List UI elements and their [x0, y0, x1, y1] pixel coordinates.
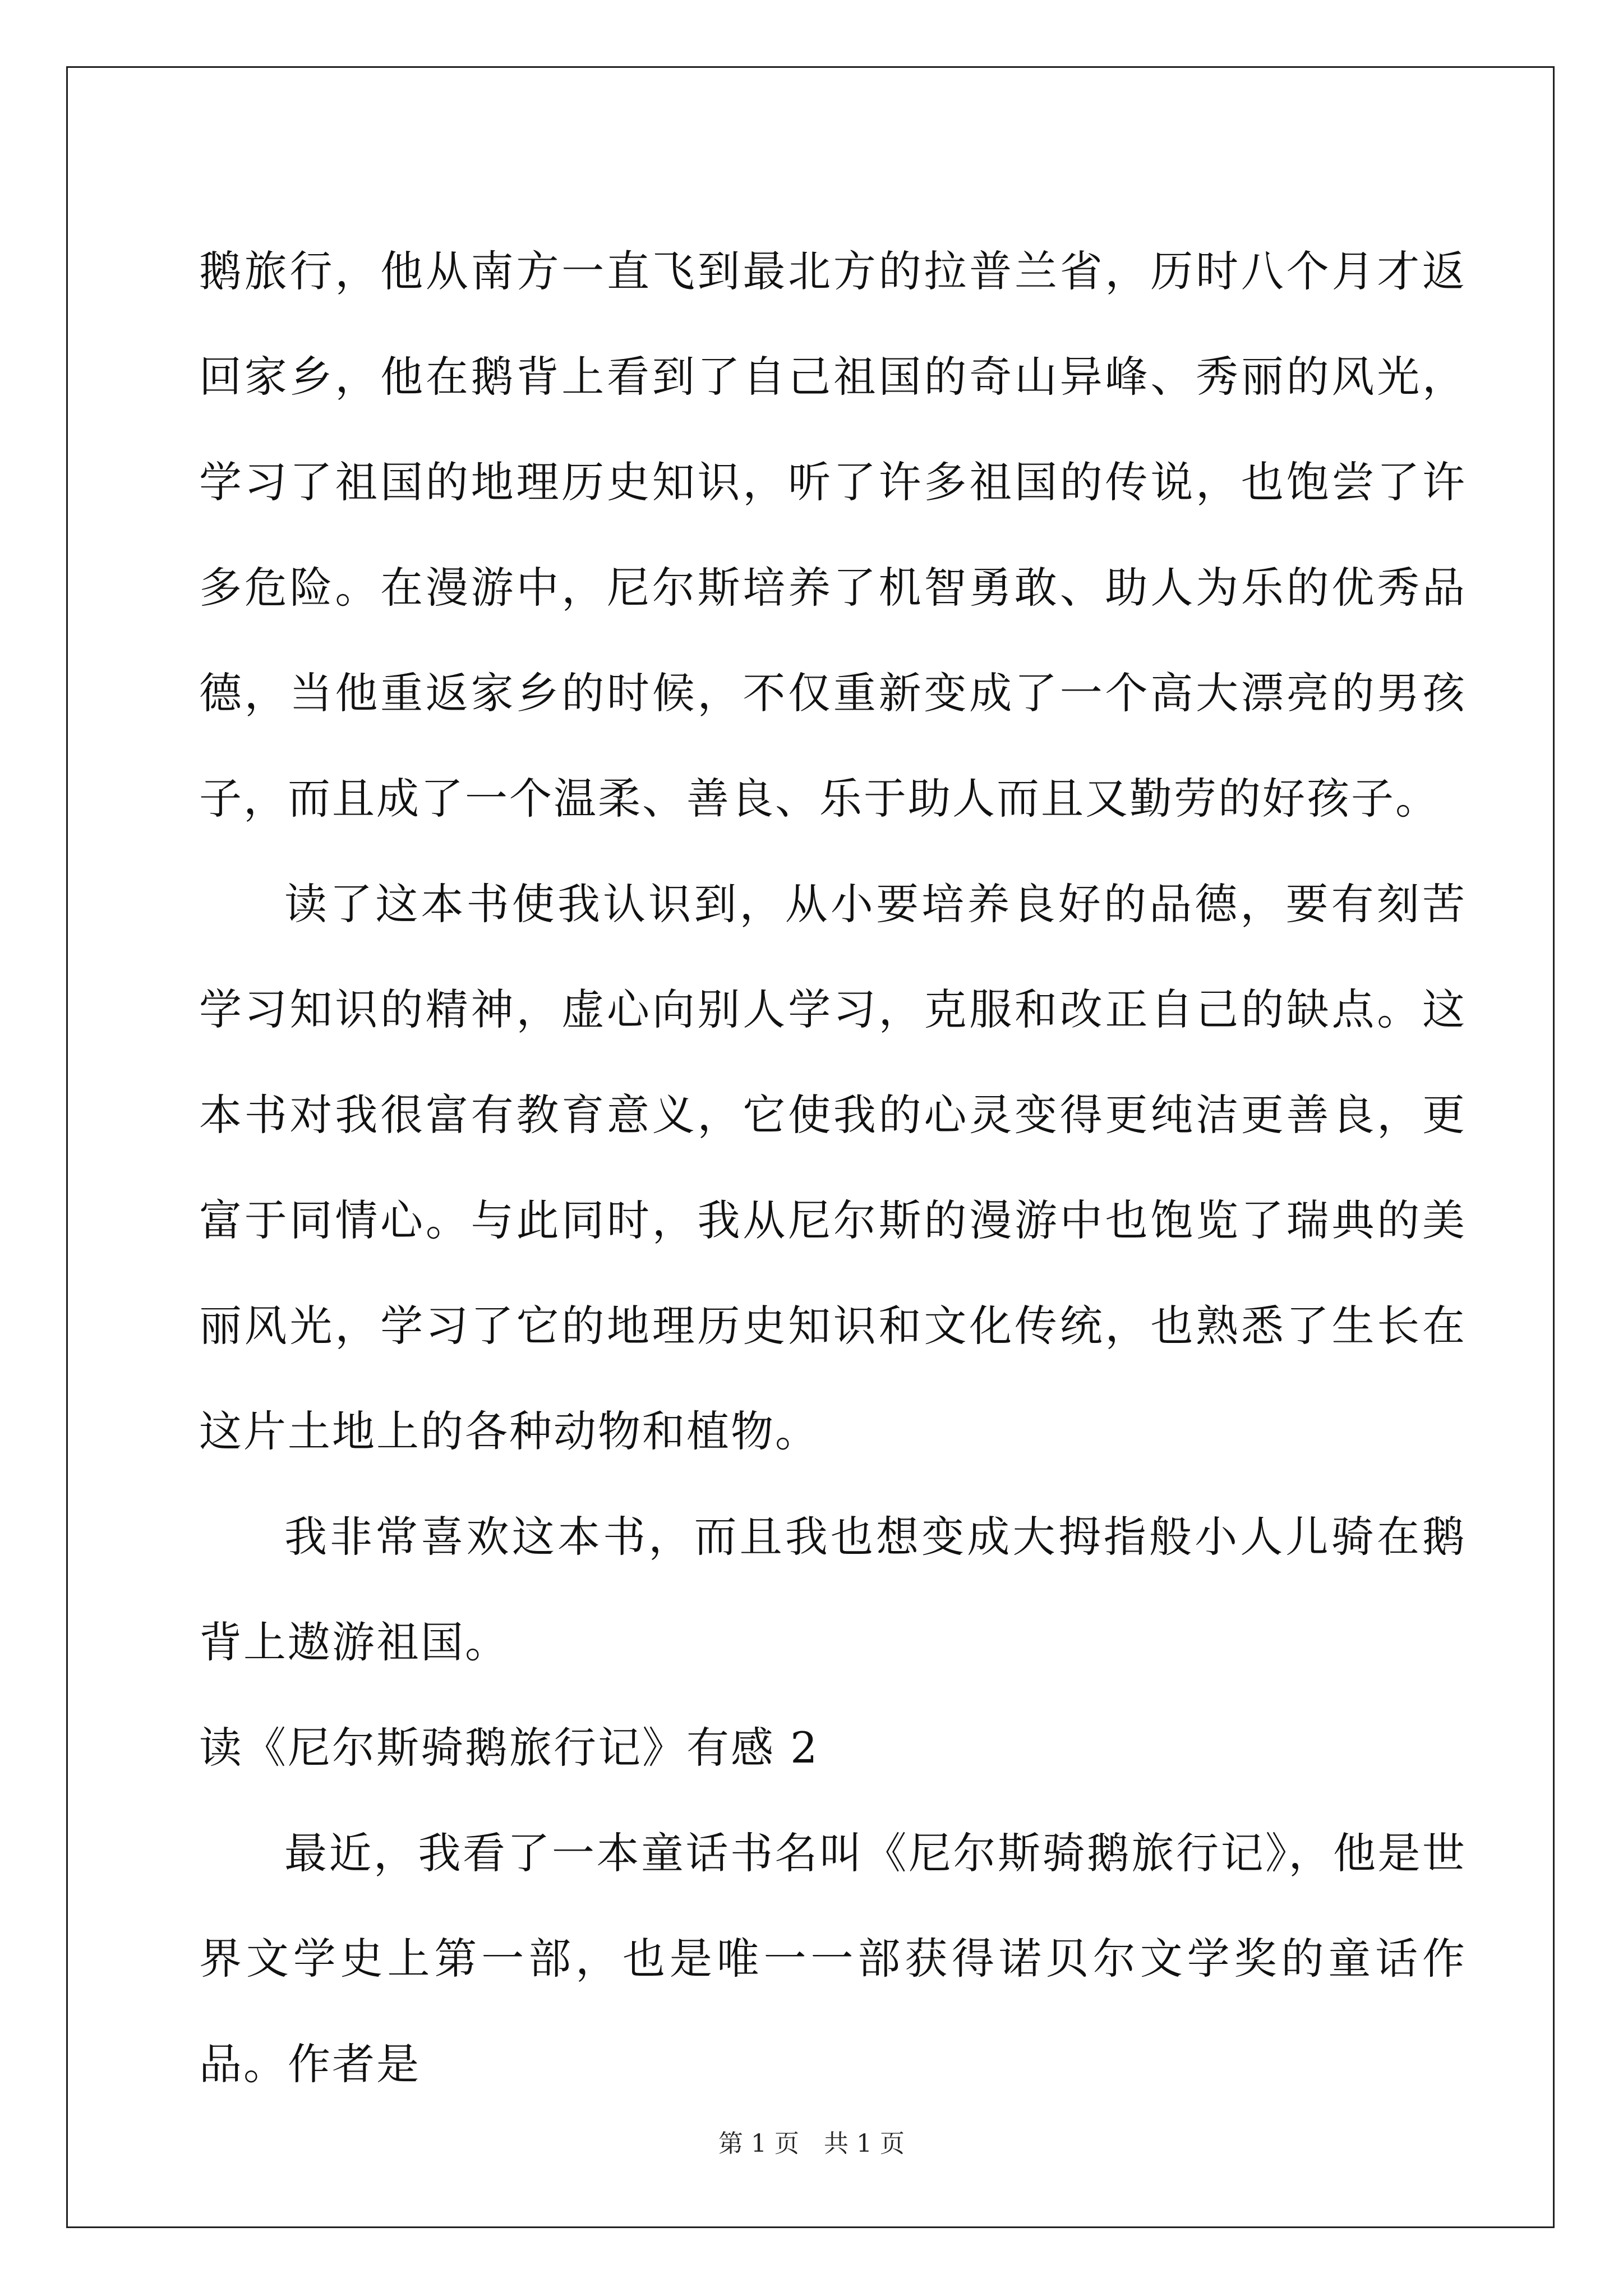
document-body [199, 219, 1467, 2117]
section-heading: 读《尼尔斯骑鹅旅行记》有感 2 [199, 1723, 819, 1773]
page-footer: 第 1 页 共 1 页 [718, 2129, 905, 2158]
paragraph-1: 鹅旅行，他从南方一直飞到最北方的拉普兰省，历时八个月才返回家乡，他在鹅背上看到了自己祖国的奇山异峰、秀丽的风光，学习了祖国的地理历史知识，听了许多祖国的传说，也饱尝了许多危险。在漫游中，尼尔斯培养了机智勇敢、助人为乐的优秀品德，当他重返家乡的时候，不仅重新变成了一个高大漂亮的男孩子，而且成了一个温柔、善良、乐于助人而且又勤劳的好孩子。 [199, 246, 1467, 823]
paragraph-2: 读了这本书使我认识到，从小要培养良好的品德，要有刻苦学习知识的精神，虚心向别人学习，克服和改正自己的缺点。这本书对我很富有教育意义，它使我的心灵变得更纯洁更善良，更富于同情心。与此同时，我从尼尔斯的漫游中也饱览了瑞典的美丽风光，学习了它的地理历史知识和文化传统，也熟悉了生长在这片土地上的各种动物和植物。 [199, 879, 1467, 1456]
paragraph-3: 我非常喜欢这本书，而且我也想变成大拇指般小人儿骑在鹅背上遨游祖国。 [199, 1512, 1467, 1667]
paragraph-4: 最近，我看了一本童话书名叫《尼尔斯骑鹅旅行记》，他是世界文学史上第一部，也是唯一一部获得诺贝尔文学奖的童话作品。作者是 [199, 1828, 1467, 2089]
